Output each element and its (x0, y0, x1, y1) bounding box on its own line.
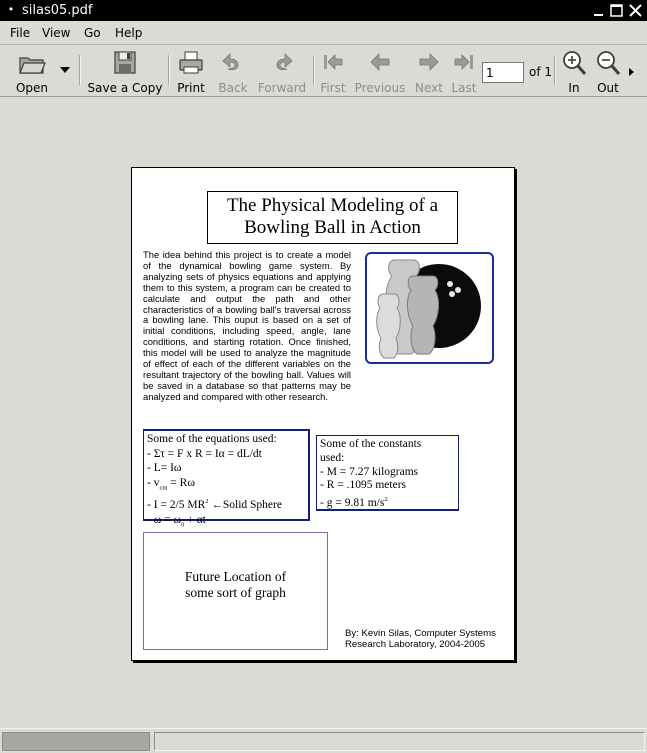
document-viewport[interactable] (0, 98, 647, 728)
constant-gravity: - g = 9.81 $m/s^2$ (320, 496, 388, 510)
zoom-in-button[interactable]: In (560, 49, 588, 95)
bowling-ball-image (365, 252, 494, 364)
maximize-button[interactable] (608, 2, 625, 19)
forward-button[interactable]: Forward (257, 49, 307, 95)
window-menu-icon[interactable]: • (7, 3, 15, 16)
printer-icon (177, 49, 205, 77)
back-button[interactable]: Back (216, 49, 250, 95)
toolbar (0, 45, 647, 97)
constants-box: Some of the constants used: - M = 7.27 kilograms - R = .1095 meters - g = 9.81 $m/s^2$ (316, 435, 459, 511)
equation-inertia: - I = 2/5 $MR^2$ ←Solid Sphere (147, 498, 282, 512)
minimize-button[interactable] (590, 2, 607, 19)
progress-area (2, 732, 150, 751)
previous-page-button[interactable]: Previous (352, 49, 408, 95)
status-bar (0, 728, 647, 753)
page-number-input[interactable] (482, 62, 524, 83)
first-page-button[interactable]: First (318, 49, 348, 95)
pdf-page (131, 167, 515, 661)
menu-help[interactable]: Help (115, 26, 143, 40)
forward-arrow-icon (269, 49, 295, 77)
zoom-in-icon (561, 49, 587, 77)
bowling-ball-illustration (367, 254, 492, 362)
toolbar-separator (79, 55, 81, 85)
open-button[interactable]: Open (12, 49, 52, 95)
toolbar-separator (554, 55, 556, 85)
save-copy-button[interactable]: Save a Copy (86, 49, 164, 95)
last-page-icon (451, 49, 477, 77)
back-arrow-icon (220, 49, 246, 77)
page-count-label: of 1 (529, 65, 553, 79)
window-title: silas05.pdf (22, 3, 93, 18)
menu-file[interactable]: File (10, 26, 31, 40)
document-title: The Physical Modeling of a Bowling Ball in Action (207, 191, 458, 244)
abstract-paragraph: The idea behind this project is to create a model of the dynamical bowling game system. By analyzing sets of physics equations and applying them to this system, a program can be created to calculate and output the path and other characteristics of a bowling ball's traversal across a bowling lane. This ouput is based on a set of initial conditions, including speed, angle, lane conditions, and starting rotation. Once finished, this model will be used to analyze the magnitude of effect of each of the different variables on the resultant trajectory of the bowling ball. Values will be saved in a database so that patterns may be analyzed and compared with other research. (143, 249, 351, 402)
title-bar (0, 0, 647, 21)
toolbar-overflow-arrow-icon[interactable] (628, 67, 636, 77)
open-dropdown-arrow-icon[interactable] (58, 65, 72, 75)
close-button[interactable] (627, 2, 644, 19)
zoom-out-icon (595, 49, 621, 77)
right-arrow-icon (416, 49, 442, 77)
author-credit: By: Kevin Silas, Computer Systems Research Laboratory, 2004-2005 (345, 628, 496, 650)
print-button[interactable]: Print (174, 49, 208, 95)
folder-icon (17, 49, 47, 77)
last-page-button[interactable]: Last (449, 49, 479, 95)
equation-angular-velocity: - $\omega = \omega_0 + \alpha t$ (147, 513, 206, 528)
graph-placeholder: Future Location of some sort of graph (143, 532, 328, 650)
menu-view[interactable]: View (42, 26, 71, 40)
menu-bar (0, 21, 647, 45)
menu-go[interactable]: Go (84, 26, 101, 40)
equation-velocity: - $v_{cm} = R\omega$ (147, 476, 195, 491)
status-message-area (154, 732, 645, 751)
zoom-out-button[interactable]: Out (593, 49, 623, 95)
toolbar-separator (313, 55, 315, 85)
equations-box: Some of the equations used: - Στ = F x R = Iα = dL/dt - L= Iω - $v_{cm} = R\omega$ - I = 2/5 $MR^2$ ←Solid Sphere - $\omega = \omega_0 + \alpha t$ (143, 429, 310, 521)
toolbar-separator (168, 55, 170, 85)
next-page-button[interactable]: Next (412, 49, 446, 95)
floppy-disk-icon (112, 49, 138, 77)
left-arrow-icon (367, 49, 393, 77)
first-page-icon (320, 49, 346, 77)
